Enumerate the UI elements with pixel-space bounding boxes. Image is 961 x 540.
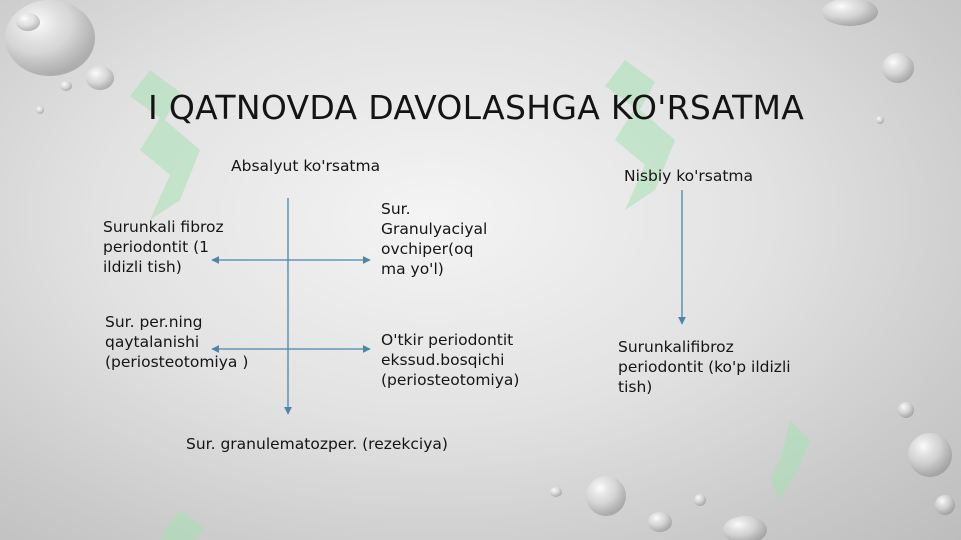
- absolute-item-bottom-left: Sur. per.ning qaytalanishi (periosteotomiya ): [105, 313, 249, 371]
- absolute-item-top-right: Sur. Granulyaciyal ovchiper(oq ma yo'l): [381, 200, 488, 278]
- relative-item: Surunkalifibroz periodontit (ko'p ildizli tish): [618, 338, 791, 396]
- absolute-item-top-left: Surunkali fibroz periodontit (1 ildizli tish): [103, 218, 224, 276]
- relative-header: Nisbiy ko'rsatma: [624, 167, 754, 185]
- absolute-header: Absalyut ko'rsatma: [231, 157, 381, 175]
- absolute-item-bottom: Sur. granulematozper. (rezekciya): [186, 435, 448, 453]
- slide-title: I QATNOVDA DAVOLASHGA KO'RSATMA: [148, 88, 805, 127]
- absolute-item-bottom-right: O'tkir periodontit ekssud.bosqichi (periosteotomiya): [381, 331, 520, 389]
